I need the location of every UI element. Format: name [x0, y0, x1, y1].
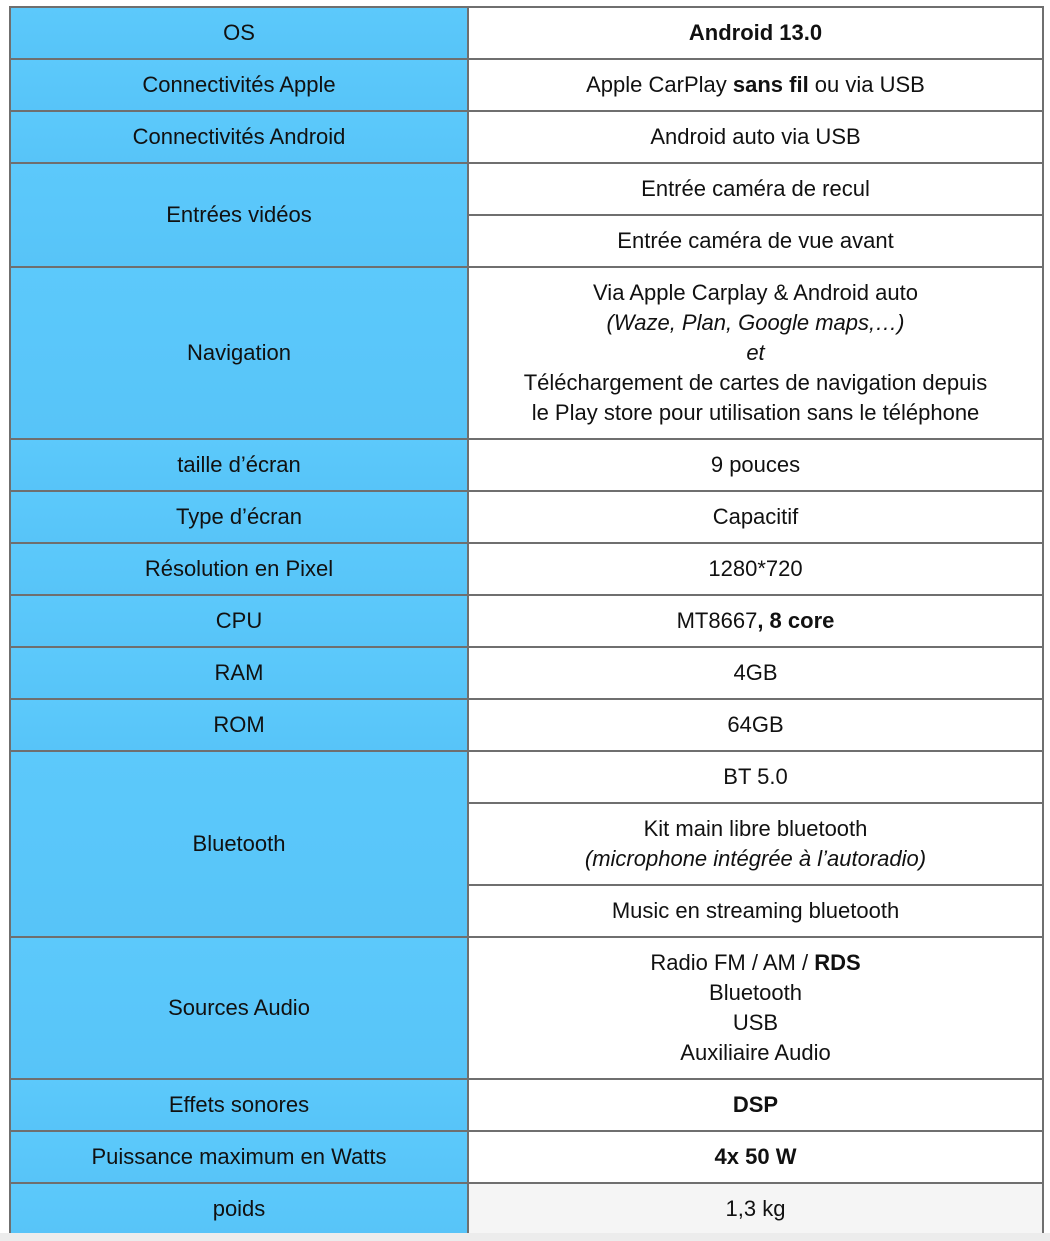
spec-label: OS [223, 20, 255, 45]
spec-value-text: Apple CarPlay [586, 72, 733, 97]
spec-value-cell [468, 1131, 1043, 1183]
spec-value-cell [468, 439, 1043, 491]
spec-value-text: DSP [732, 1092, 779, 1117]
spec-label-cell [10, 59, 468, 111]
spec-value-cell [468, 111, 1043, 163]
spec-value-text: BT 5.0 [723, 764, 788, 789]
spec-label-cell [10, 647, 468, 699]
spec-table [9, 6, 1044, 1236]
spec-label: Puissance maximum en Watts [91, 1144, 387, 1169]
spec-label-cell [10, 699, 468, 751]
spec-value-cell [468, 543, 1043, 595]
spec-label-cell [10, 163, 468, 267]
spec-value-cell [468, 803, 1043, 885]
spec-value-cell [468, 59, 1043, 111]
spec-label: Entrées vidéos [166, 202, 312, 227]
spec-label-cell [10, 1183, 468, 1235]
spec-value-text: Entrée caméra de recul [641, 176, 870, 201]
spec-value-text: sans fil [732, 72, 809, 97]
table-row [10, 439, 1043, 491]
table-row [10, 7, 1043, 59]
spec-value-text: Radio FM / AM / [650, 950, 815, 975]
spec-value-cell [468, 267, 1043, 439]
spec-label-cell [10, 1131, 468, 1183]
spec-value-cell [468, 1183, 1043, 1235]
spec-value-text: Music en streaming bluetooth [611, 898, 900, 923]
spec-value-cell [468, 215, 1043, 267]
spec-table-container [9, 6, 1044, 1236]
spec-label: Navigation [187, 340, 291, 365]
table-row [10, 1183, 1043, 1235]
spec-value-text: et [746, 340, 765, 365]
spec-value-cell [468, 595, 1043, 647]
spec-value-text: Kit main libre bluetooth [643, 816, 868, 841]
spec-label: taille d’écran [177, 452, 301, 477]
spec-value-text: USB [732, 1010, 779, 1035]
spec-label: Sources Audio [168, 995, 310, 1020]
table-row [10, 267, 1043, 439]
table-row [10, 1079, 1043, 1131]
spec-label: ROM [213, 712, 265, 737]
spec-value-text: Entrée caméra de vue avant [617, 228, 894, 253]
spec-value-text: , 8 core [757, 608, 835, 633]
table-row [10, 543, 1043, 595]
spec-label-cell [10, 543, 468, 595]
spec-value-text: Auxiliaire Audio [680, 1040, 831, 1065]
spec-value-text: (Waze, Plan, Google maps,…) [606, 310, 905, 335]
spec-label-cell [10, 491, 468, 543]
spec-value-text: MT8667 [676, 608, 758, 633]
spec-value-text: 64GB [727, 712, 784, 737]
spec-label-cell [10, 751, 468, 937]
table-row [10, 111, 1043, 163]
table-row [10, 1131, 1043, 1183]
spec-value-cell [468, 491, 1043, 543]
table-row [10, 647, 1043, 699]
table-row [10, 595, 1043, 647]
spec-label: CPU [215, 608, 263, 633]
spec-value-cell [468, 751, 1043, 803]
spec-value-text: Android auto via USB [650, 124, 861, 149]
spec-value-cell [468, 937, 1043, 1079]
spec-value-cell [468, 647, 1043, 699]
spec-label: Connectivités Apple [142, 72, 336, 97]
table-row [10, 751, 1043, 803]
spec-value-text: (microphone intégrée à l’autoradio) [584, 846, 927, 871]
spec-label-cell [10, 111, 468, 163]
spec-value-text: 1,3 kg [725, 1196, 786, 1221]
table-row [10, 59, 1043, 111]
spec-value-text: Android 13.0 [688, 20, 823, 45]
spec-value-text: 4x 50 W [714, 1144, 797, 1169]
spec-value-text: ou via USB [808, 72, 925, 97]
spec-label: poids [212, 1196, 266, 1221]
spec-value-cell [468, 163, 1043, 215]
spec-value-text: le Play store pour utilisation sans le téléphone [531, 400, 980, 425]
spec-label: Bluetooth [192, 831, 286, 856]
spec-value-cell [468, 7, 1043, 59]
spec-label: Connectivités Android [132, 124, 346, 149]
table-row [10, 699, 1043, 751]
table-row [10, 937, 1043, 1079]
spec-label: Type d’écran [176, 504, 302, 529]
spec-label-cell [10, 937, 468, 1079]
spec-label-cell [10, 7, 468, 59]
page-bottom-strip [0, 1233, 1050, 1241]
table-row [10, 491, 1043, 543]
spec-label: Résolution en Pixel [144, 556, 334, 581]
table-row [10, 163, 1043, 215]
spec-value-text: RDS [814, 950, 861, 975]
spec-label-cell [10, 439, 468, 491]
spec-value-cell [468, 699, 1043, 751]
spec-label: RAM [214, 660, 264, 685]
spec-value-text: Téléchargement de cartes de navigation depuis [523, 370, 988, 395]
spec-value-text: 1280*720 [708, 556, 803, 581]
spec-value-text: Capacitif [712, 504, 799, 529]
spec-label-cell [10, 267, 468, 439]
spec-value-text: Bluetooth [709, 980, 802, 1005]
spec-label-cell [10, 595, 468, 647]
spec-value-text: 9 pouces [710, 452, 801, 477]
spec-label: Effets sonores [168, 1092, 310, 1117]
spec-value-text: 4GB [733, 660, 778, 685]
spec-value-cell [468, 1079, 1043, 1131]
spec-value-cell [468, 885, 1043, 937]
spec-label-cell [10, 1079, 468, 1131]
spec-value-text: Via Apple Carplay & Android auto [593, 280, 918, 305]
